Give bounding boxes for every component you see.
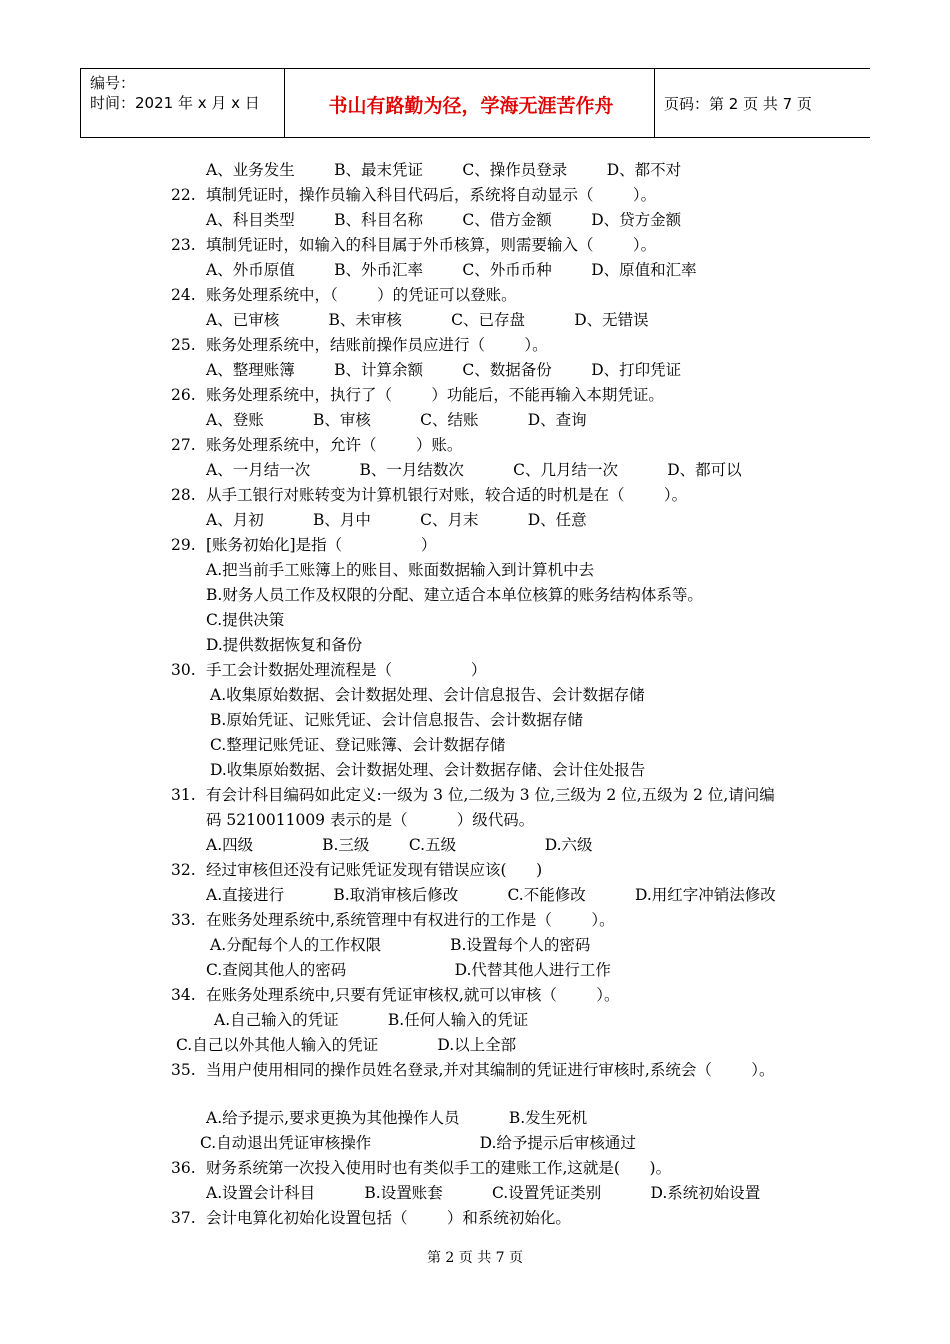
option-line: A、业务发生 B、最末凭证 C、操作员登录 D、都不对 bbox=[206, 161, 682, 179]
question-text: 账务处理系统中，执行了（ ）功能后，不能再输入本期凭证。 bbox=[206, 386, 664, 404]
option-line: A.设置会计科目 B.设置账套 C.设置凭证类别 D.系统初始设置 bbox=[206, 1184, 761, 1202]
question-number: 23. bbox=[171, 236, 196, 254]
option-line: A.收集原始数据、会计数据处理、会计信息报告、会计数据存储 bbox=[210, 686, 645, 704]
option-line: A、一月结一次 B、一月结数次 C、几月结一次 D、都可以 bbox=[206, 461, 742, 479]
question-text: 经过审核但还没有记账凭证发现有错误应该( ) bbox=[206, 861, 543, 879]
page-header bbox=[80, 68, 870, 138]
question-number: 33. bbox=[171, 911, 196, 929]
option-line: B.原始凭证、记账凭证、会计信息报告、会计数据存储 bbox=[210, 711, 583, 729]
option-line: A.四级 B.三级 C.五级 D.六级 bbox=[206, 836, 593, 854]
question-text: [账务初始化]是指（ ） bbox=[206, 536, 437, 554]
question-text: 从手工银行对账转变为计算机银行对账，较合适的时机是在（ ）。 bbox=[206, 486, 688, 504]
header-motto: 书山有路勤为径，学海无涯苦作舟 bbox=[328, 95, 614, 117]
question-text: 有会计科目编码如此定义:一级为 3 位,二级为 3 位,三级为 2 位,五级为 2 位,请问编 bbox=[206, 786, 775, 804]
question-text: 账务处理系统中，允许（ ）账。 bbox=[206, 436, 463, 454]
question-text: 账务处理系统中，结账前操作员应进行（ ）。 bbox=[206, 336, 548, 354]
option-line: C.提供决策 bbox=[206, 611, 285, 629]
option-line: A、登账 B、审核 C、结账 D、查询 bbox=[206, 411, 587, 429]
option-line: C.自己以外其他人输入的凭证 D.以上全部 bbox=[176, 1036, 517, 1054]
question-number: 31. bbox=[171, 786, 196, 804]
question-text: 账务处理系统中，（ ）的凭证可以登账。 bbox=[206, 286, 517, 304]
question-number: 25. bbox=[171, 336, 196, 354]
question-number: 28. bbox=[171, 486, 196, 504]
option-line: 码 5210011009 表示的是（ ）级代码。 bbox=[206, 811, 535, 829]
header-meta bbox=[90, 73, 260, 113]
option-line: B.财务人员工作及权限的分配、建立适合本单位核算的账务结构体系等。 bbox=[206, 586, 703, 604]
header-border-left bbox=[80, 69, 81, 137]
question-number: 36. bbox=[171, 1159, 196, 1177]
option-line: A.自己输入的凭证 B.任何人输入的凭证 bbox=[214, 1011, 529, 1029]
question-number: 22. bbox=[171, 186, 196, 204]
question-text: 填制凭证时，如输入的科目属于外币核算，则需要输入（ ）。 bbox=[206, 236, 657, 254]
question-number: 29. bbox=[171, 536, 196, 554]
page-footer: 第 2 页 共 7 页 bbox=[426, 1250, 524, 1266]
question-number: 35. bbox=[171, 1061, 196, 1079]
header-page-info: 页码：第 2 页 共 7 页 bbox=[664, 95, 812, 113]
question-number: 34. bbox=[171, 986, 196, 1004]
serial-label: 编号： bbox=[90, 74, 136, 92]
question-text: 填制凭证时，操作员输入科目代码后，系统将自动显示（ ）。 bbox=[206, 186, 657, 204]
option-line: A.直接进行 B.取消审核后修改 C.不能修改 D.用红字冲销法修改 bbox=[206, 886, 776, 904]
option-line: A、外币原值 B、外币汇率 C、外币币种 D、原值和汇率 bbox=[206, 261, 697, 279]
option-line: D.收集原始数据、会计数据处理、会计数据存储、会计住处报告 bbox=[210, 761, 646, 779]
option-line: A、整理账簿 B、计算余额 C、数据备份 D、打印凭证 bbox=[206, 361, 682, 379]
question-number: 37. bbox=[171, 1209, 196, 1227]
question-number: 30. bbox=[171, 661, 196, 679]
option-line: C.自动退出凭证审核操作 D.给予提示后审核通过 bbox=[200, 1134, 636, 1152]
question-text: 在账务处理系统中,系统管理中有权进行的工作是（ ）。 bbox=[206, 911, 615, 929]
question-text: 当用户使用相同的操作员姓名登录,并对其编制的凭证进行审核时,系统会（ ）。 bbox=[206, 1061, 775, 1079]
option-line: C.整理记账凭证、登记账簿、会计数据存储 bbox=[210, 736, 506, 754]
option-line: A.分配每个人的工作权限 B.设置每个人的密码 bbox=[210, 936, 591, 954]
option-line: C.查阅其他人的密码 D.代替其他人进行工作 bbox=[206, 961, 611, 979]
question-text: 在账务处理系统中,只要有凭证审核权,就可以审核（ ）。 bbox=[206, 986, 620, 1004]
option-line: A.给予提示,要求更换为其他操作人员 B.发生死机 bbox=[206, 1109, 588, 1127]
option-line: A、已审核 B、未审核 C、已存盘 D、无错误 bbox=[206, 311, 649, 329]
question-number: 32. bbox=[171, 861, 196, 879]
time-label: 时间：2021 年 x 月 x 日 bbox=[90, 94, 260, 112]
option-line: D.提供数据恢复和备份 bbox=[206, 636, 363, 654]
question-text: 财务系统第一次投入使用时也有类似手工的建账工作,这就是( )。 bbox=[206, 1159, 672, 1177]
option-line: A、月初 B、月中 C、月末 D、任意 bbox=[206, 511, 587, 529]
question-text: 手工会计数据处理流程是（ ） bbox=[206, 661, 487, 679]
question-text: 会计电算化初始化设置包括（ ）和系统初始化。 bbox=[206, 1209, 571, 1227]
question-number: 27. bbox=[171, 436, 196, 454]
option-line: A.把当前手工账簿上的账目、账面数据输入到计算机中去 bbox=[206, 561, 595, 579]
option-line: A、科目类型 B、科目名称 C、借方金额 D、贷方金额 bbox=[206, 211, 682, 229]
question-number: 26. bbox=[171, 386, 196, 404]
question-number: 24. bbox=[171, 286, 196, 304]
